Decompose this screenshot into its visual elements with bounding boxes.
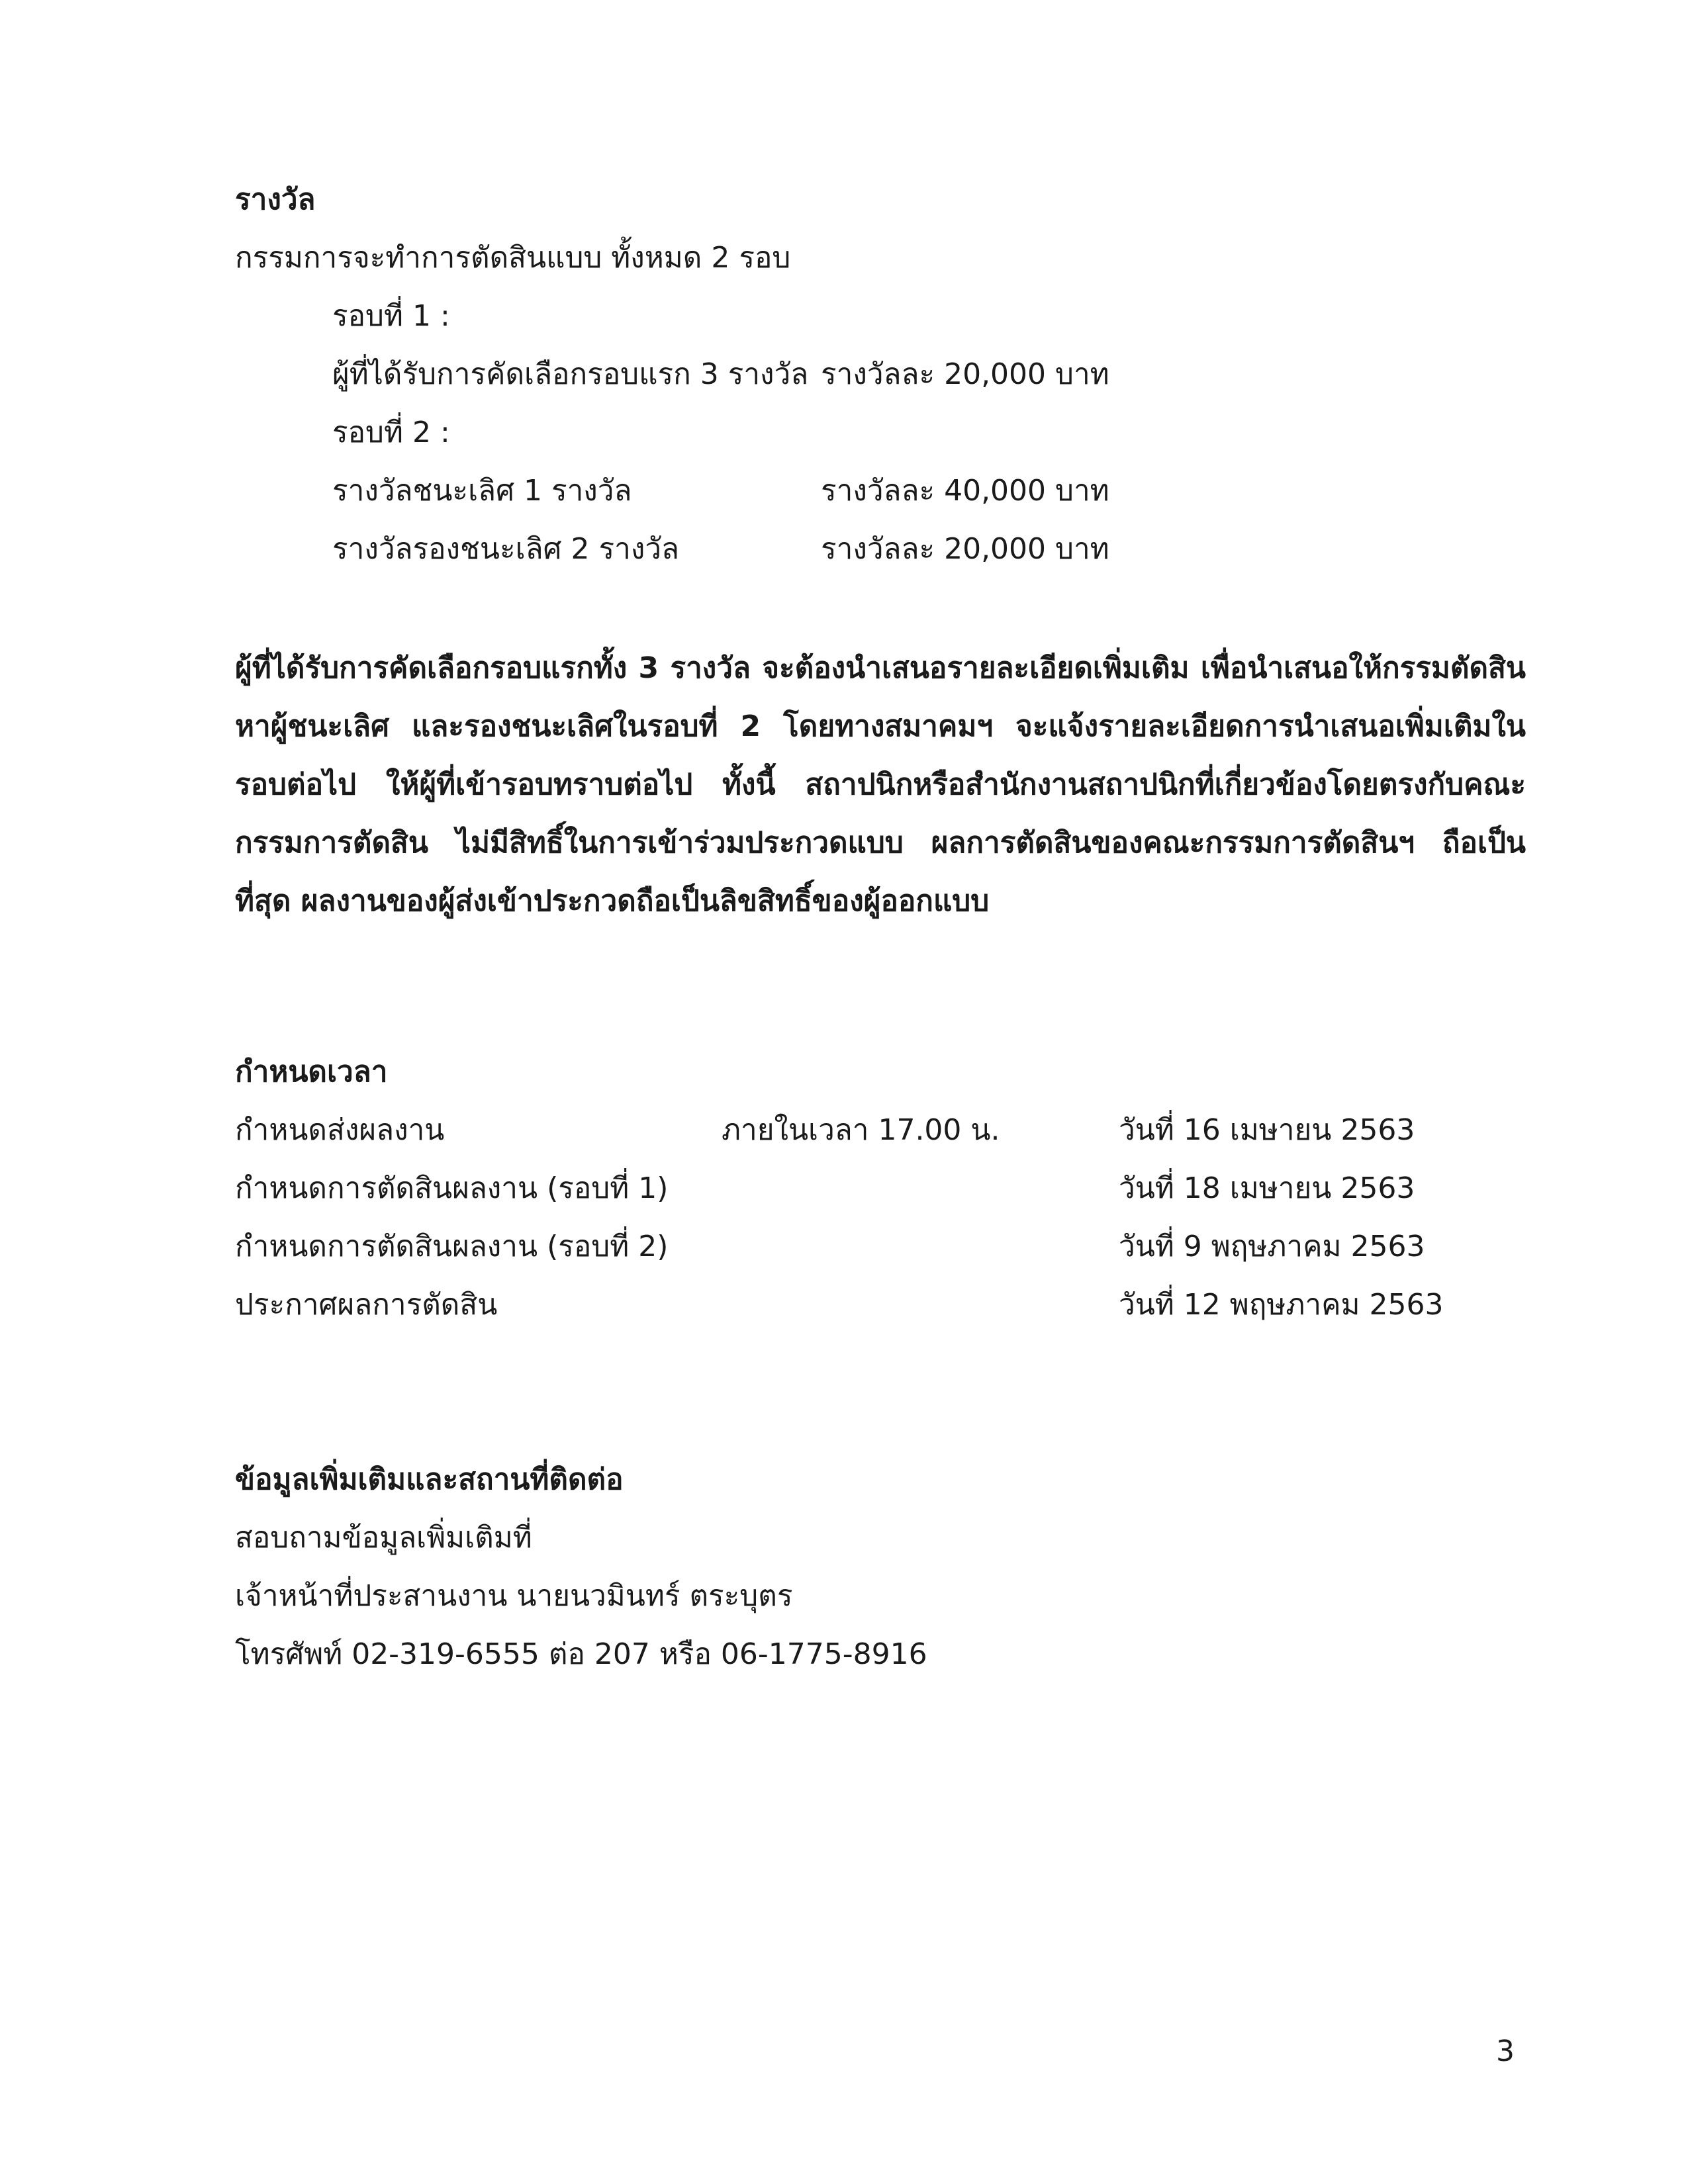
schedule-heading: กำหนดเวลา	[235, 1055, 388, 1089]
schedule-date: วันที่ 16 เมษายน 2563	[1119, 1113, 1415, 1147]
schedule-time: ภายในเวลา 17.00 น.	[722, 1113, 1000, 1147]
round2-label: รอบที่ 2 :	[332, 416, 450, 449]
awards-heading: รางวัล	[235, 183, 316, 216]
round2-winner: รางวัลชนะเลิศ 1 รางวัล	[332, 474, 632, 508]
round2-winner-prize: รางวัลละ 40,000 บาท	[821, 474, 1109, 508]
schedule-item: ประกาศผลการตัดสิน	[235, 1288, 498, 1322]
contact-line-2: เจ้าหน้าที่ประสานงาน นายนวมินทร์ ตระบุตร	[235, 1579, 793, 1613]
page-number: 3	[1496, 2034, 1515, 2068]
schedule-date: วันที่ 18 เมษายน 2563	[1119, 1171, 1415, 1205]
round1-prize: รางวัลละ 20,000 บาท	[821, 357, 1109, 391]
award-conditions-paragraph: ผู้ที่ได้รับการคัดเลือกรอบแรกทั้ง 3 รางวัล จะต้องนำเสนอรายละเอียดเพิ่มเติม เพื่อนำเสนอให้กรรมตัดสินหาผู้ชนะเลิศ และรองชนะเลิศในรอบที่ 2 โดยทางสมาคมฯ จะแจ้งรายละเอียดการนำเสนอเพิ่มเติมในรอบต่อไป ให้ผู้ที่เข้ารอบทราบต่อไป ทั้งนี้ สถาปนิกหรือสำนักงานสถาปนิกที่เกี่ยวข้องโดยตรงกับคณะกรรมการตัดสิน ไม่มีสิทธิ์ในการเข้าร่วมประกวดแบบ ผลการตัดสินของคณะกรรมการตัดสินฯ ถือเป็นที่สุด ผลงานของผู้ส่งเข้าประกวดถือเป็นลิขสิทธิ์ของผู้ออกแบบ	[235, 651, 1526, 918]
contact-line-1: สอบถามข้อมูลเพิ่มเติมที่	[235, 1521, 532, 1555]
schedule-item: กำหนดส่งผลงาน	[235, 1113, 445, 1147]
round1-item: ผู้ที่ได้รับการคัดเลือกรอบแรก 3 รางวัล	[332, 357, 809, 391]
schedule-date: วันที่ 9 พฤษภาคม 2563	[1119, 1230, 1425, 1263]
round1-label: รอบที่ 1 :	[332, 299, 450, 333]
schedule-item: กำหนดการตัดสินผลงาน (รอบที่ 1)	[235, 1171, 669, 1205]
schedule-item: กำหนดการตัดสินผลงาน (รอบที่ 2)	[235, 1230, 669, 1263]
round2-runnerup-prize: รางวัลละ 20,000 บาท	[821, 532, 1109, 566]
contact-phone: โทรศัพท์ 02-319-6555 ต่อ 207 หรือ 06-1775-8916	[235, 1637, 927, 1671]
contact-heading: ข้อมูลเพิ่มเติมและสถานที่ติดต่อ	[235, 1463, 624, 1496]
round2-runnerup: รางวัลรองชนะเลิศ 2 รางวัล	[332, 532, 680, 566]
awards-intro: กรรมการจะทำการตัดสินแบบ ทั้งหมด 2 รอบ	[235, 241, 791, 275]
schedule-date: วันที่ 12 พฤษภาคม 2563	[1119, 1288, 1444, 1322]
